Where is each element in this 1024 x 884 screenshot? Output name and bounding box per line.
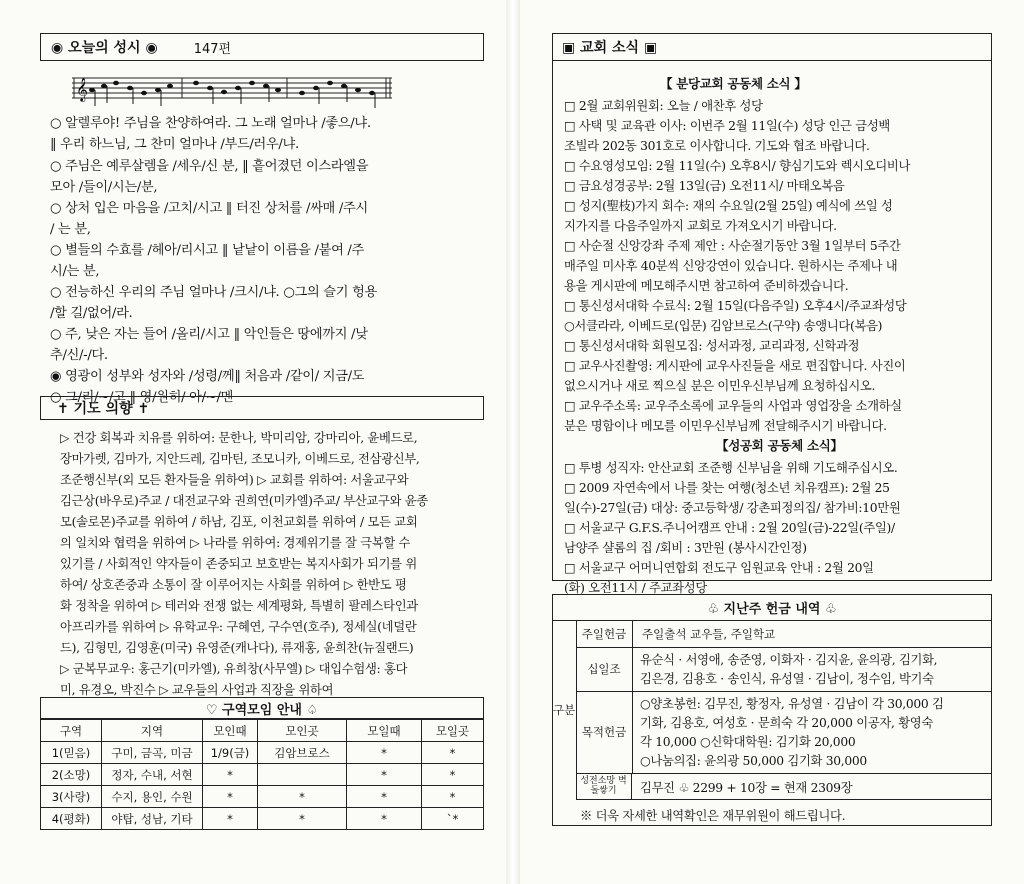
news-line: □ 서울교구 어머니연합회 전도구 임원교육 안내 : 2월 20일 [564,561,874,575]
hymn-line: ○ 알렐루야! 주님을 찬양하여라. 그 노래 얼마나 /좋으/냐. [50,116,371,131]
news-line: □ 수요영성모임: 2월 11일(수) 오후8시/ 향심기도와 렉시오디비나 [564,159,911,173]
news-line: □ 투병 성직자: 안산교회 조준행 신부님을 위해 기도해주십시오. [564,461,898,475]
table-cell: 야탑, 성남, 기타 [102,808,203,830]
district-header [40,697,484,719]
hymn-line: ○ 주님은 예루살렘을 /세우/신 분, ‖ 흩어졌던 이스라엘을 [50,159,369,174]
table-row [41,786,484,808]
news-line: □ 사택 및 교육관 이사: 이번주 2월 11일(수) 성당 인근 금성백 [564,119,890,133]
news-title: ▣ 교회 소식 ▣ [562,39,658,56]
news-line: □ 2009 자연속에서 나를 찾는 여행(청소년 치유캠프): 2월 25 [564,481,890,495]
hymn-line: ○ 주, 낮은 자는 들어 /올리/시고 ‖ 악인들은 땅에까지 /낮 [50,327,368,342]
table-cell: * [347,808,422,830]
table-header-cell: 구역 [41,720,102,742]
hymn-number: 147편 [193,41,232,57]
table-cell: 4(평화) [41,808,102,830]
prayer-line: 드), 김형민, 김영훈(미국) 유영준(캐나다), 류재홍, 윤희찬(뉴질랜드) [60,641,414,655]
offering-row-content: ○나눔의집: 윤의광 50,000 김기화 30,000 [640,754,867,768]
table-cell: 정자, 수내, 서현 [102,764,203,786]
offering-row [576,773,992,800]
news-section-title: 【 분당교회 공동체 소식 】 [660,76,807,91]
left-page [0,0,506,884]
prayer-header [40,396,484,420]
prayer-title: ✝ 기도 의향 ✝ [57,401,150,417]
page-gutter [506,0,520,884]
news-line: □ 서울교구 G.F.S.주니어캠프 안내 : 2월 20일(금)-22일(주일)/ [564,521,895,535]
prayer-line: 화 정착을 위하여 ▷ 테러와 전쟁 없는 세계평화, 특별히 팔레스타인과 [60,599,418,613]
table-cell: * [203,764,258,786]
offering-row-label: 주일헌금 [576,621,633,647]
news-line: 남양주 샬롬의 집 /회비 : 3만원 (봉사시간인정) [564,541,807,555]
news-line: 지가지를 다음주일까지 교회로 가져오시기 바랍니다. [564,219,837,233]
news-line: □ 금요성경공부: 2월 13일(금) 오전11시/ 마태오복음 [564,179,845,193]
table-header-cell: 지역 [102,720,203,742]
prayer-line: 조준행신부(외 모든 환자들을 위하여) ▷ 교회를 위하여: 서울교구와 [60,473,409,487]
news-line: 없으시거나 새로 찍으실 분은 이민우신부님께 요청하십시오. [564,379,876,393]
hymn-line: ○ 상처 입은 마음을 /고치/시고 ‖ 터진 상처를 /싸매 /주시 [50,201,368,216]
news-line: 용을 게시판에 메모해주시면 참고하여 준비하겠습니다. [564,279,849,293]
table-cell: * [203,786,258,808]
news-line: □ 2월 교회위원회: 오늘 / 애찬후 성당 [564,99,763,113]
prayer-line: ▷ 건강 회복과 치유를 위하여: 문한나, 박미리암, 강마리아, 윤베드로, [60,431,418,445]
offering-row-content: 유순식 · 서영애, 송준영, 이화자 · 김지윤, 윤의광, 김기화, [640,653,938,667]
news-line: □ 통신성서대학 수료식: 2월 15일(다음주일) 오후4시/주교좌성당 [564,299,907,313]
right-page [520,0,1024,884]
prayer-line: 미, 유경오, 박진수 ▷ 교우들의 사업과 직장을 위하여 [60,683,334,697]
table-cell: 김암브로스 [258,742,347,764]
offering-row-content: ○양초봉헌: 김무진, 황정자, 유성열 · 김남이 각 30,000 김 [640,697,944,711]
table-cell: * [258,808,347,830]
offering-row [576,691,992,774]
news-line: 조빌라 202동 301호로 이사합니다. 기도와 협조 바랍니다. [564,139,870,153]
prayer-line: 장마가렛, 김마가, 지안드레, 김마틴, 조모니카, 이베드로, 전삼광신부, [60,452,420,466]
hymn-line: ‖ 우리 하느님, 그 찬미 얼마나 /부드/러우/냐. [50,137,299,152]
table-header-cell: 모인때 [203,720,258,742]
prayer-line: 있기를 / 사회적인 약자들이 존중되고 보호받는 복지사회가 되기를 위 [60,557,417,571]
table-cell: `* [422,808,484,830]
prayer-line: 모(솔로몬)주교를 위하여 / 하남, 김포, 이천교회를 위하여 / 모든 교회 [60,515,418,529]
offering-row-label: 십일조 [576,647,633,691]
offering-row-label: 목적헌금 [576,691,633,773]
offering-row-content: 주일출석 교우들, 주일학교 [642,627,776,641]
table-cell [258,764,347,786]
news-line: □ 통신성서대학 회원모집: 성서과정, 교리과정, 신학과정 [564,339,860,353]
hymn-line: ○ 별들의 수효를 /헤아/리시고 ‖ 낱낱이 이름을 /붙여 /주 [50,243,364,258]
district-table [40,719,484,830]
offering-row [576,621,992,648]
prayer-line: 하여/ 상호존중과 소통이 잘 이루어지는 사회를 위하여 ▷ 한반도 평 [60,578,407,592]
prayer-line: 아프리카를 위하여 ▷ 유학교우: 구혜연, 구수연(호주), 정세실(네덜란 [60,620,417,634]
news-line: (화) 오전11시 / 주교좌성당 [564,581,707,595]
offering-row-content: 각 10,000 ○신학대학원: 김기화 20,000 [640,735,856,749]
offering-row-content: 김무진 ♧ 2299 + 10장 = 현재 2309장 [640,781,853,795]
hymn-line: ○ 그/리/~/고 ‖ 영/원히/ 아/~/멘 [50,390,234,405]
table-cell: 2(소망) [41,764,102,786]
news-section-title: 【성공회 공동체 소식】 [716,438,843,453]
news-line: 분은 명함이나 메모를 이민우신부님께 전달해주시기 바랍니다. [564,419,887,433]
hymn-line: 시/는 분, [50,264,100,279]
table-cell: 1(믿음) [41,742,102,764]
svg-text:𝄞: 𝄞 [76,77,88,101]
offering-row-content: 기화, 김용호, 여성호 · 문희숙 각 20,000 이공자, 황영숙 [640,716,933,730]
table-cell: 1/9(금) [203,742,258,764]
prayer-line: ▷ 군복무교우: 홍근기(미카엘), 유희창(사무엘) ▷ 대입수험생: 홍다 [60,662,408,676]
district-table-header [41,720,484,742]
offering-row [576,647,992,692]
district-title: ♡ 구역모임 안내 ♤ [205,702,319,718]
table-cell: 수지, 용인, 수원 [102,786,203,808]
table-cell: * [422,786,484,808]
hymn-line: /할 길/없어/라. [50,306,133,321]
table-header-cell: 모인곳 [258,720,347,742]
table-header-cell: 모일곳 [422,720,484,742]
news-line: ○서클라라, 이베드로(입문) 김암브로스(구약) 송앵니다(복음) [564,319,883,333]
offering-footer: ※ 더욱 자세한 내역확인은 재무위원이 해드립니다. [580,809,846,823]
table-cell: * [422,742,484,764]
news-line: □ 사순절 신앙강좌 주제 제안 : 사순절기동안 3월 1일부터 5주간 [564,239,901,253]
news-line: □ 교우사진촬영: 게시판에 교우사진들을 새로 편집합니다. 사진이 [564,359,906,373]
offering-header [552,594,992,621]
hymn-line: ◉ 영광이 성부와 성자와 /성령/께‖ 처음과 /같이/ 지금/도 [50,369,365,384]
hymn-line: / 는 분, [50,222,91,237]
news-line: □ 성지(聖枝)가지 회수: 재의 수요일(2월 25일) 예식에 쓰일 성 [564,199,893,213]
hymn-line: 추/신/-/다. [50,348,108,363]
news-line: □ 교우주소록: 교우주소록에 교우들의 사업과 영업장을 소개하실 [564,399,902,413]
table-cell: * [347,742,422,764]
music-staff [72,70,392,110]
table-header-cell: 모일때 [347,720,422,742]
table-cell: 3(사랑) [41,786,102,808]
table-cell: * [258,786,347,808]
table-cell: * [422,764,484,786]
prayer-line: 의 일치와 협력을 위하여 ▷ 나라를 위하여: 경제위기를 잘 극복할 수 [60,536,411,550]
table-cell: 구미, 금곡, 미금 [102,742,203,764]
table-row [41,764,484,786]
prayer-line: 김근상(바우로)주교 / 대전교구와 권희연(미카엘)주교/ 부산교구와 윤종 [60,494,428,508]
table-cell: * [203,808,258,830]
news-header [552,33,992,61]
table-cell: * [347,786,422,808]
hymn-line: 모아 /들이/시는/분, [50,180,158,195]
hymn-title: ◉ 오늘의 성시 ◉ [51,40,158,56]
hymn-header [40,33,484,61]
news-line: 일(수)-27일(금) 대상: 중고등학생/ 강촌피정의집/ 참가비:10만원 [564,501,901,515]
table-cell: * [347,764,422,786]
hymn-line: ○ 전능하신 우리의 주님 얼마나 /크시/냐. ○그의 슬기 헝용 [50,285,377,300]
offering-row-label: 성전소망 벽돌쌓기 [576,773,632,799]
offering-group-label: 구분 [552,621,577,799]
table-row [41,808,484,830]
offering-title: ♧ 지난주 헌금 내역 ♧ [707,601,837,617]
news-line: 매주일 미사후 40분씩 신앙강연이 있습니다. 원하시는 주제나 내 [564,259,898,273]
offering-row-content: 김은경, 김용호 · 송인식, 유성열 · 김남이, 정수임, 박기숙 [640,672,934,686]
table-row [41,742,484,764]
